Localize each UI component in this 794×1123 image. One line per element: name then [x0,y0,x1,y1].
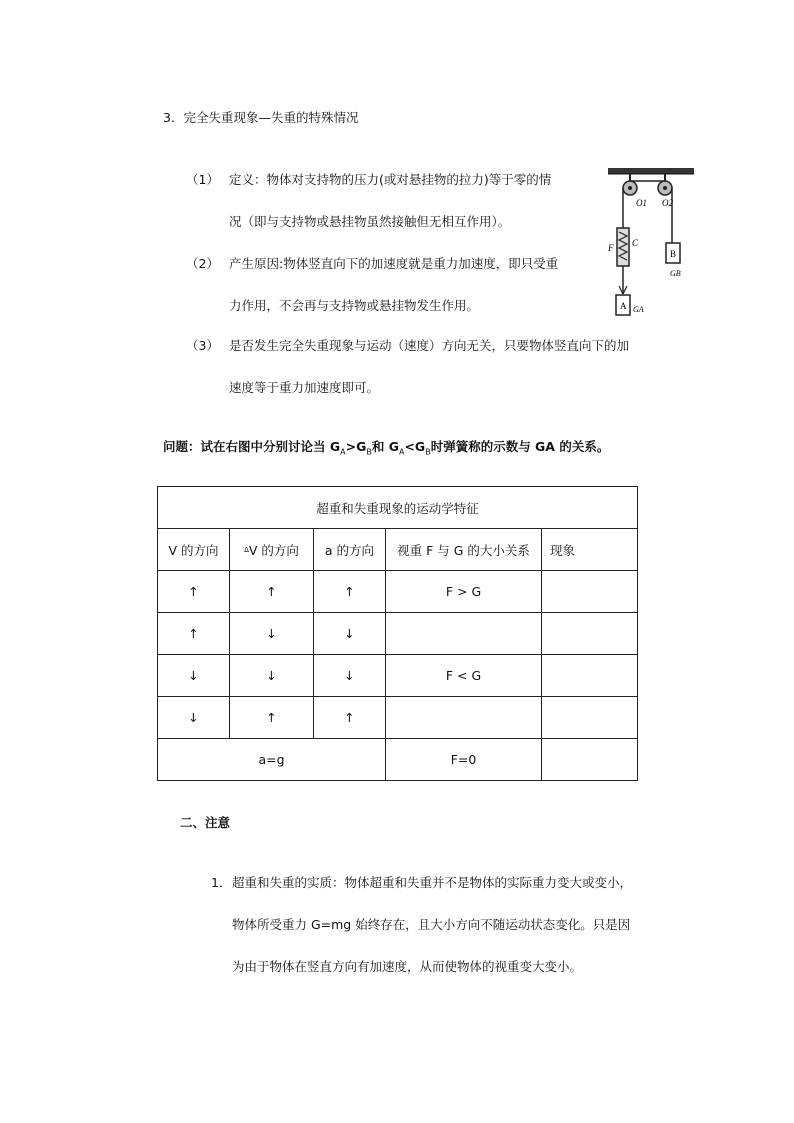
question: 问题：试在右图中分别讨论当 $G_A>G_B$和 $G_A<G_B$时弹簧称的示数与 GA 的关系。 [163,439,610,457]
pulley-o2-icon [658,174,672,195]
note-1-line3: 为由于物体在竖直方向有加速度，从而使物体的视重变大变小。 [232,959,583,974]
header-v: V 的方向 [158,529,230,571]
cell-fg: F=0 [386,739,542,781]
cell-phenomenon [542,739,638,781]
header-fg: 视重 F 与 G 的大小关系 [386,529,542,571]
item-2-line2: 力作用，不会再与支持物或悬挂物发生作用。 [229,298,480,313]
label-o2: O2 [662,198,673,208]
note-1-line2: 物体所受重力 G=mg 始终存在，且大小方向不随运动状态变化。只是因 [232,917,631,932]
item-2-line1: 产生原因:物体竖直向下的加速度就是重力加速度，即只受重 [229,256,559,271]
table-row [158,655,638,697]
item-3-line2: 速度等于重力加速度即可。 [229,380,380,395]
cell-v: ↑ [158,571,230,613]
label-ga: GA [633,305,644,314]
pulley-o1-icon [623,174,637,195]
label-c: C [632,238,639,248]
cell-fg [386,613,542,655]
ceiling-beam [608,168,694,174]
cell-fg: F < G [386,655,542,697]
cell-dv: ↓ [230,613,314,655]
spring-scale-icon [617,228,629,266]
cell-phenomenon [542,655,638,697]
kinematics-table [157,486,638,781]
cell-v: ↑ [158,613,230,655]
table-row-free-fall [158,739,638,781]
header-a: a 的方向 [314,529,386,571]
cell-phenomenon [542,613,638,655]
label-b: B [670,249,677,259]
cell-dv: ↓ [230,655,314,697]
item-1-line1: 定义：物体对支持物的压力(或对悬挂物的拉力)等于零的情 [229,172,552,187]
cell-a: ↑ [314,697,386,739]
item-3-number: （3） [186,338,219,353]
note-1-number: 1． [211,875,232,890]
item-3-line1: 是否发生完全失重现象与运动（速度）方向无关，只要物体竖直向下的加 [229,338,630,353]
table-title-row [158,487,638,529]
cell-a: ↓ [314,613,386,655]
cell-v: ↓ [158,697,230,739]
table-title: 超重和失重现象的运动学特征 [158,487,638,529]
label-o1: O1 [636,198,647,208]
cell-a: ↓ [314,655,386,697]
cell-dv: ↑ [230,571,314,613]
note-1-line1: 超重和失重的实质：物体超重和失重并不是物体的实际重力变大或变小， [232,875,633,890]
cell-phenomenon [542,697,638,739]
table-row [158,613,638,655]
cell-a: ↑ [314,571,386,613]
notes-heading: 二、注意 [180,815,231,830]
table-header-row [158,529,638,571]
cell-phenomenon [542,571,638,613]
label-a: A [620,301,627,311]
cell-condition: a=g [158,739,386,781]
section-title: 3．完全失重现象—失重的特殊情况 [163,110,359,125]
label-f: F [608,243,614,253]
header-phenomenon: 现象 [542,529,638,571]
label-gb: GB [670,269,681,278]
item-2-number: （2） [186,256,219,271]
item-1-line2: 况（即与支持物或悬挂物虽然接触但无相互作用）。 [229,214,511,229]
header-dv: $^\Delta$V 的方向 [230,529,314,571]
item-1-number: （1） [186,172,219,187]
pulley-diagram [606,166,698,322]
cell-fg: F > G [386,571,542,613]
table-row [158,697,638,739]
cell-fg [386,697,542,739]
cell-v: ↓ [158,655,230,697]
table-row [158,571,638,613]
cell-dv: ↑ [230,697,314,739]
